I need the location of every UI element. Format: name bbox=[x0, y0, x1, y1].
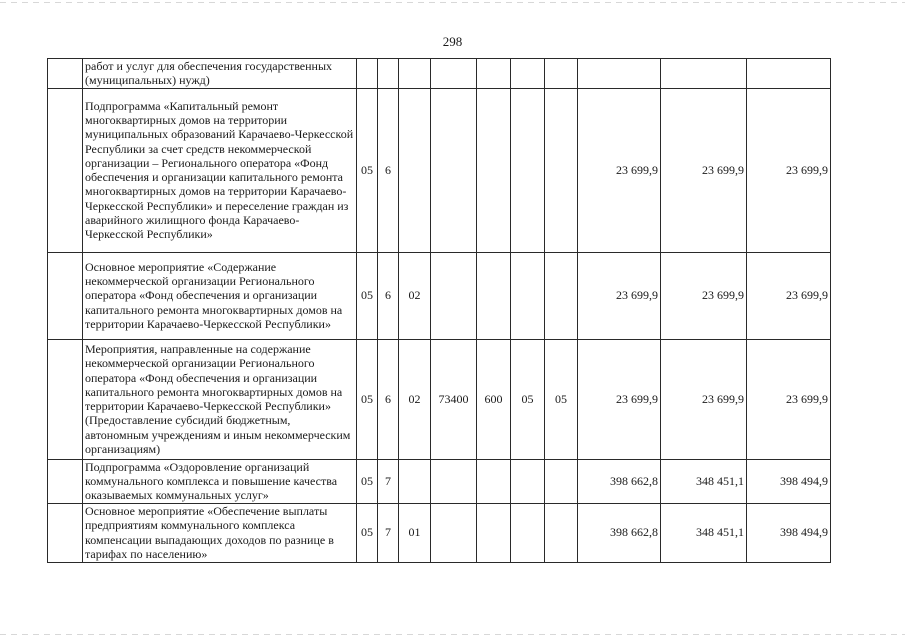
row-number-cell bbox=[48, 503, 83, 562]
code-cell-5 bbox=[477, 252, 511, 339]
table-row bbox=[48, 459, 831, 503]
row-name-cell: Подпрограмма «Капитальный ремонт многоквартирных домов на территории муниципальных образований Карачаево-Черкесской Республики за счет средств некоммерческой организации – Регионального оператора «Фонд обеспечения и организации капитального ремонта многоквартирных домов на территории Карачаево-Черкесской Республики» и переселение граждан из аварийного жилищного фонда Карачаево-Черкесской Республики» bbox=[83, 88, 357, 252]
amount-cell-3: 398 494,9 bbox=[747, 503, 831, 562]
code-cell-2: 7 bbox=[378, 459, 399, 503]
row-name-cell: работ и услуг для обеспечения государственных (муниципальных) нужд) bbox=[83, 59, 357, 89]
code-cell-4 bbox=[431, 459, 477, 503]
code-cell-4 bbox=[431, 59, 477, 89]
code-cell-2: 6 bbox=[378, 252, 399, 339]
code-cell-4 bbox=[431, 252, 477, 339]
code-cell-7 bbox=[545, 88, 578, 252]
code-cell-5 bbox=[477, 459, 511, 503]
code-cell-5 bbox=[477, 59, 511, 89]
code-cell-2: 7 bbox=[378, 503, 399, 562]
row-name-cell: Основное мероприятие «Содержание некоммерческой организации Регионального оператора «Фонд обеспечения и организации капитального ремонта многоквартирных домов на территории Карачаево-Черкесской Республики» bbox=[83, 252, 357, 339]
table-row bbox=[48, 59, 831, 89]
table-row bbox=[48, 252, 831, 339]
code-cell-6 bbox=[511, 59, 545, 89]
code-cell-7: 05 bbox=[545, 339, 578, 459]
code-cell-3 bbox=[399, 59, 431, 89]
amount-cell-3 bbox=[747, 59, 831, 89]
row-name-cell: Основное мероприятие «Обеспечение выплаты предприятиям коммунального комплекса компенсации выпадающих доходов по разнице в тарифах по населению» bbox=[83, 503, 357, 562]
code-cell-2: 6 bbox=[378, 339, 399, 459]
code-cell-1: 05 bbox=[357, 88, 378, 252]
code-cell-3 bbox=[399, 459, 431, 503]
code-cell-2: 6 bbox=[378, 88, 399, 252]
code-cell-1: 05 bbox=[357, 503, 378, 562]
code-cell-6 bbox=[511, 503, 545, 562]
code-cell-5: 600 bbox=[477, 339, 511, 459]
code-cell-6 bbox=[511, 88, 545, 252]
table-row bbox=[48, 503, 831, 562]
code-cell-6 bbox=[511, 459, 545, 503]
code-cell-1: 05 bbox=[357, 252, 378, 339]
amount-cell-2: 348 451,1 bbox=[661, 459, 747, 503]
amount-cell-3: 23 699,9 bbox=[747, 252, 831, 339]
amount-cell-2: 23 699,9 bbox=[661, 252, 747, 339]
row-number-cell bbox=[48, 59, 83, 89]
amount-cell-1: 23 699,9 bbox=[578, 88, 661, 252]
code-cell-3: 02 bbox=[399, 252, 431, 339]
amount-cell-2: 348 451,1 bbox=[661, 503, 747, 562]
table-row bbox=[48, 339, 831, 459]
row-number-cell bbox=[48, 339, 83, 459]
amount-cell-1: 398 662,8 bbox=[578, 459, 661, 503]
amount-cell-2 bbox=[661, 59, 747, 89]
code-cell-6: 05 bbox=[511, 339, 545, 459]
row-number-cell bbox=[48, 252, 83, 339]
budget-table bbox=[47, 58, 831, 563]
row-name-cell: Мероприятия, направленные на содержание некоммерческой организации Регионального оператора «Фонд обеспечения и организации капитального ремонта многоквартирных домов на территории Карачаево-Черкесской Республики» (Предоставление субсидий бюджетным, автономным учреждениям и иным некоммерческим организациям) bbox=[83, 339, 357, 459]
row-number-cell bbox=[48, 88, 83, 252]
code-cell-3: 02 bbox=[399, 339, 431, 459]
code-cell-7 bbox=[545, 59, 578, 89]
amount-cell-1: 398 662,8 bbox=[578, 503, 661, 562]
code-cell-5 bbox=[477, 503, 511, 562]
code-cell-7 bbox=[545, 252, 578, 339]
amount-cell-2: 23 699,9 bbox=[661, 339, 747, 459]
code-cell-2 bbox=[378, 59, 399, 89]
code-cell-7 bbox=[545, 459, 578, 503]
amount-cell-1: 23 699,9 bbox=[578, 339, 661, 459]
code-cell-3 bbox=[399, 88, 431, 252]
amount-cell-3: 398 494,9 bbox=[747, 459, 831, 503]
code-cell-4 bbox=[431, 503, 477, 562]
code-cell-1: 05 bbox=[357, 339, 378, 459]
code-cell-7 bbox=[545, 503, 578, 562]
code-cell-4 bbox=[431, 88, 477, 252]
row-name-cell: Подпрограмма «Оздоровление организаций коммунального комплекса и повышение качества оказываемых коммунальных услуг» bbox=[83, 459, 357, 503]
code-cell-4: 73400 bbox=[431, 339, 477, 459]
amount-cell-2: 23 699,9 bbox=[661, 88, 747, 252]
amount-cell-1 bbox=[578, 59, 661, 89]
scan-artifact-bottom bbox=[0, 634, 905, 635]
page-number: 298 bbox=[442, 34, 463, 49]
code-cell-1 bbox=[357, 59, 378, 89]
amount-cell-1: 23 699,9 bbox=[578, 252, 661, 339]
code-cell-5 bbox=[477, 88, 511, 252]
row-number-cell bbox=[48, 459, 83, 503]
amount-cell-3: 23 699,9 bbox=[747, 339, 831, 459]
code-cell-1: 05 bbox=[357, 459, 378, 503]
code-cell-3: 01 bbox=[399, 503, 431, 562]
scan-artifact-top bbox=[0, 2, 905, 3]
code-cell-6 bbox=[511, 252, 545, 339]
amount-cell-3: 23 699,9 bbox=[747, 88, 831, 252]
table-row bbox=[48, 88, 831, 252]
